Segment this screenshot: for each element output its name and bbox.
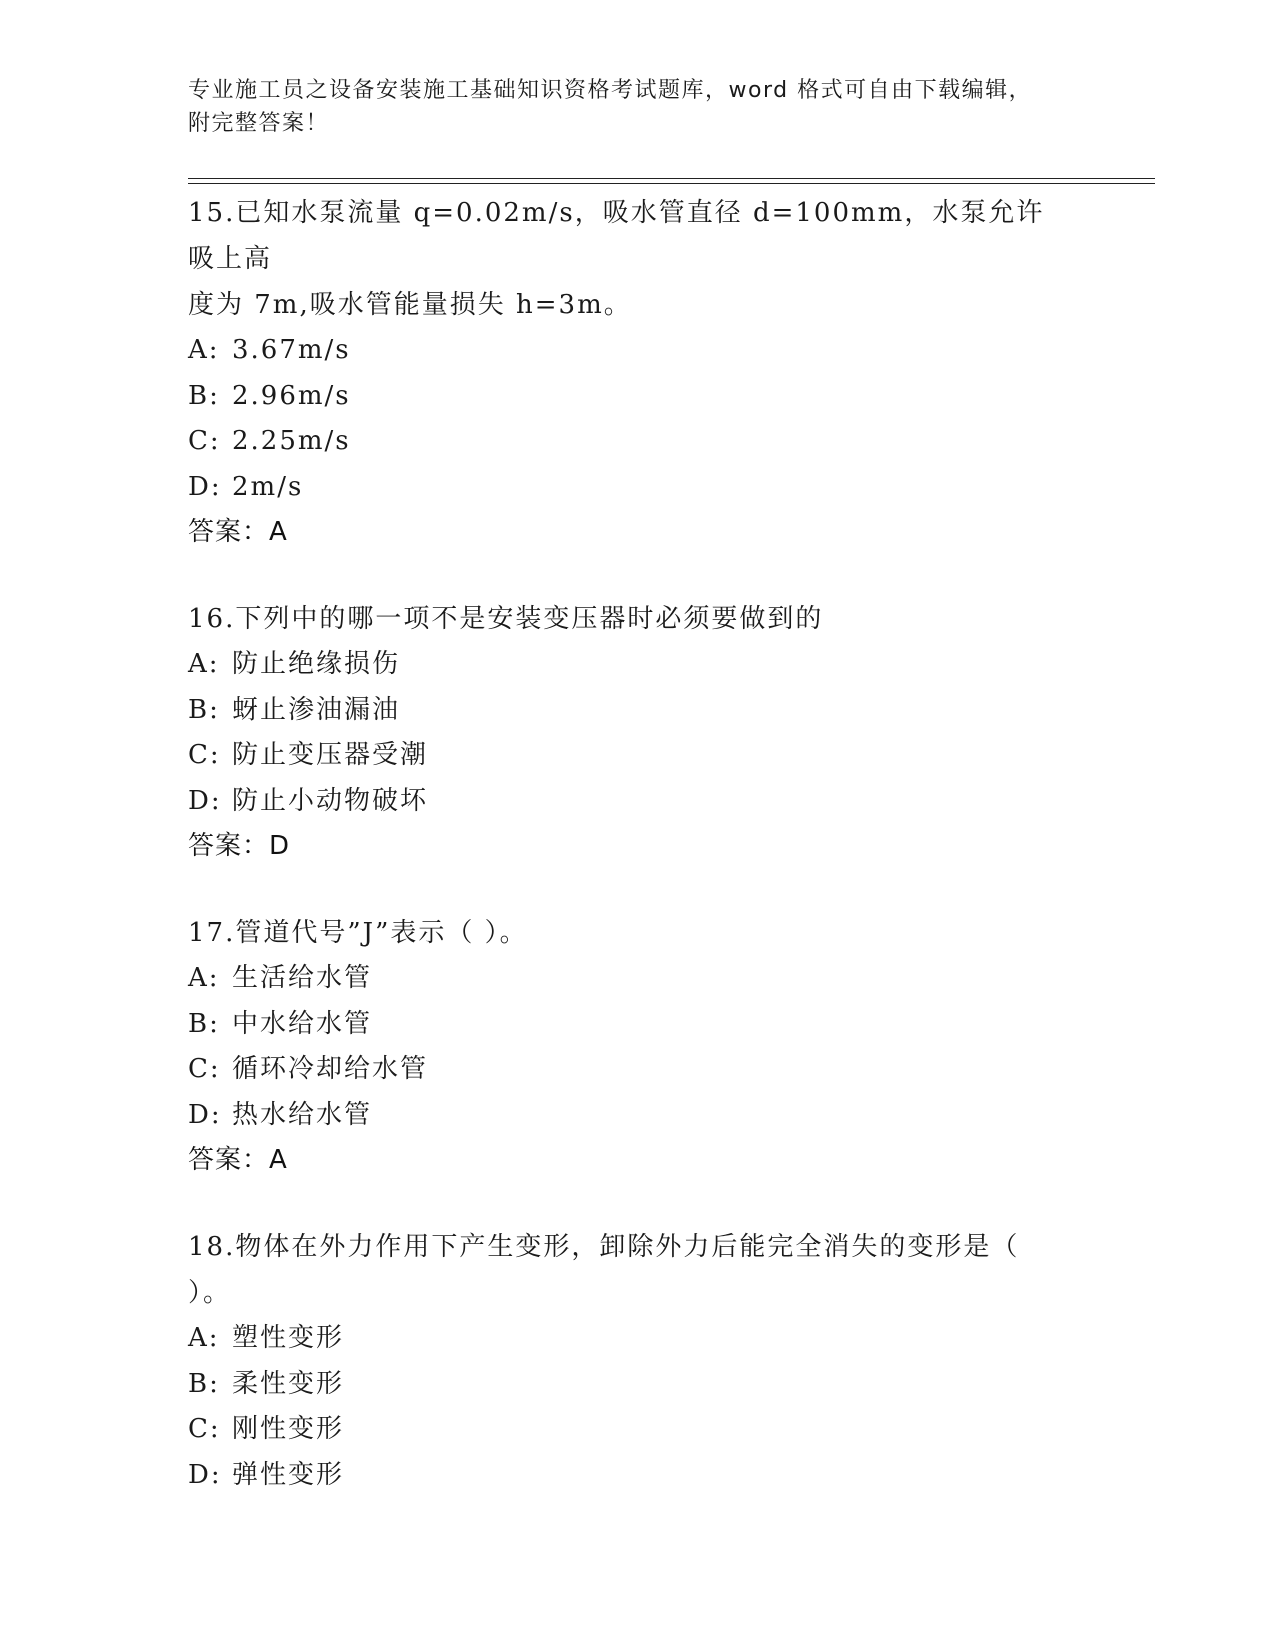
question-stem-line: ）。 bbox=[188, 1278, 232, 1308]
option-a bbox=[188, 328, 1088, 374]
option-letter: C: bbox=[188, 1414, 221, 1444]
question-16 bbox=[188, 596, 1088, 869]
header-line-2: 附完整答案！ bbox=[188, 111, 330, 136]
option-a bbox=[188, 1316, 1088, 1362]
option-letter: A: bbox=[188, 1323, 220, 1353]
option-text: 2.96m/s bbox=[232, 380, 351, 411]
option-text: 弹性变形 bbox=[232, 1459, 345, 1490]
option-letter: D: bbox=[188, 1099, 222, 1130]
option-d bbox=[188, 1093, 1088, 1139]
option-b bbox=[188, 1002, 1088, 1048]
option-text: 防止变压器受潮 bbox=[232, 740, 429, 770]
option-d bbox=[188, 779, 1088, 825]
question-stem-line: 17.管道代号”J”表示（ ）。 bbox=[188, 918, 528, 948]
option-text: 蚜止渗油漏油 bbox=[232, 694, 401, 725]
option-letter: D: bbox=[188, 785, 222, 816]
option-text: 生活给水管 bbox=[232, 963, 373, 993]
option-letter: D: bbox=[188, 471, 222, 502]
question-list bbox=[188, 190, 1088, 1539]
option-c bbox=[188, 733, 1088, 779]
option-text: 3.67m/s bbox=[232, 335, 351, 365]
option-letter: C: bbox=[188, 740, 221, 770]
option-letter: A: bbox=[188, 335, 220, 365]
option-text: 塑性变形 bbox=[232, 1323, 345, 1353]
option-letter: B: bbox=[188, 380, 220, 411]
option-letter: C: bbox=[188, 426, 221, 456]
option-c bbox=[188, 1407, 1088, 1453]
option-text: 中水给水管 bbox=[232, 1008, 373, 1039]
option-letter: A: bbox=[188, 649, 220, 679]
option-letter: C: bbox=[188, 1054, 221, 1084]
option-b bbox=[188, 688, 1088, 734]
header-divider-bottom bbox=[188, 183, 1155, 184]
header-divider-top bbox=[188, 178, 1155, 179]
option-letter: D: bbox=[188, 1459, 222, 1490]
option-text: 热水给水管 bbox=[232, 1099, 373, 1130]
document-header bbox=[188, 74, 1068, 140]
header-line-1: 专业施工员之设备安装施工基础知识资格考试题库，word 格式可自由下载编辑， bbox=[188, 78, 1033, 103]
option-c bbox=[188, 419, 1088, 465]
option-text: 2.25m/s bbox=[232, 426, 351, 456]
option-letter: A: bbox=[188, 963, 220, 993]
option-b bbox=[188, 374, 1088, 420]
question-stem-line: 15.已知水泵流量 q=0.02m/s，吸水管直径 d=100mm，水泵允许吸上高 bbox=[188, 198, 1045, 274]
option-text: 刚性变形 bbox=[232, 1414, 345, 1444]
option-text: 2m/s bbox=[232, 471, 304, 502]
option-text: 循环冷却给水管 bbox=[232, 1054, 429, 1084]
option-b bbox=[188, 1362, 1088, 1408]
option-a bbox=[188, 956, 1088, 1002]
answer-line: 答案：A bbox=[188, 1145, 288, 1175]
option-d bbox=[188, 1453, 1088, 1499]
question-18 bbox=[188, 1224, 1088, 1498]
question-stem-line: 度为 7m,吸水管能量损失 h=3m。 bbox=[188, 290, 632, 320]
option-text: 防止绝缘损伤 bbox=[232, 649, 401, 679]
question-17 bbox=[188, 910, 1088, 1183]
option-d bbox=[188, 465, 1088, 511]
question-stem-line: 18.物体在外力作用下产生变形，卸除外力后能完全消失的变形是（ bbox=[188, 1232, 1020, 1262]
option-a bbox=[188, 642, 1088, 688]
option-c bbox=[188, 1047, 1088, 1093]
answer-line: 答案：D bbox=[188, 831, 291, 861]
option-text: 防止小动物破坏 bbox=[232, 785, 429, 816]
option-letter: B: bbox=[188, 1008, 220, 1039]
answer-line: 答案：A bbox=[188, 517, 288, 547]
option-letter: B: bbox=[188, 1368, 220, 1399]
option-text: 柔性变形 bbox=[232, 1368, 345, 1399]
question-15 bbox=[188, 190, 1088, 555]
question-stem-line: 16.下列中的哪一项不是安装变压器时必须要做到的 bbox=[188, 604, 824, 634]
option-letter: B: bbox=[188, 694, 220, 725]
